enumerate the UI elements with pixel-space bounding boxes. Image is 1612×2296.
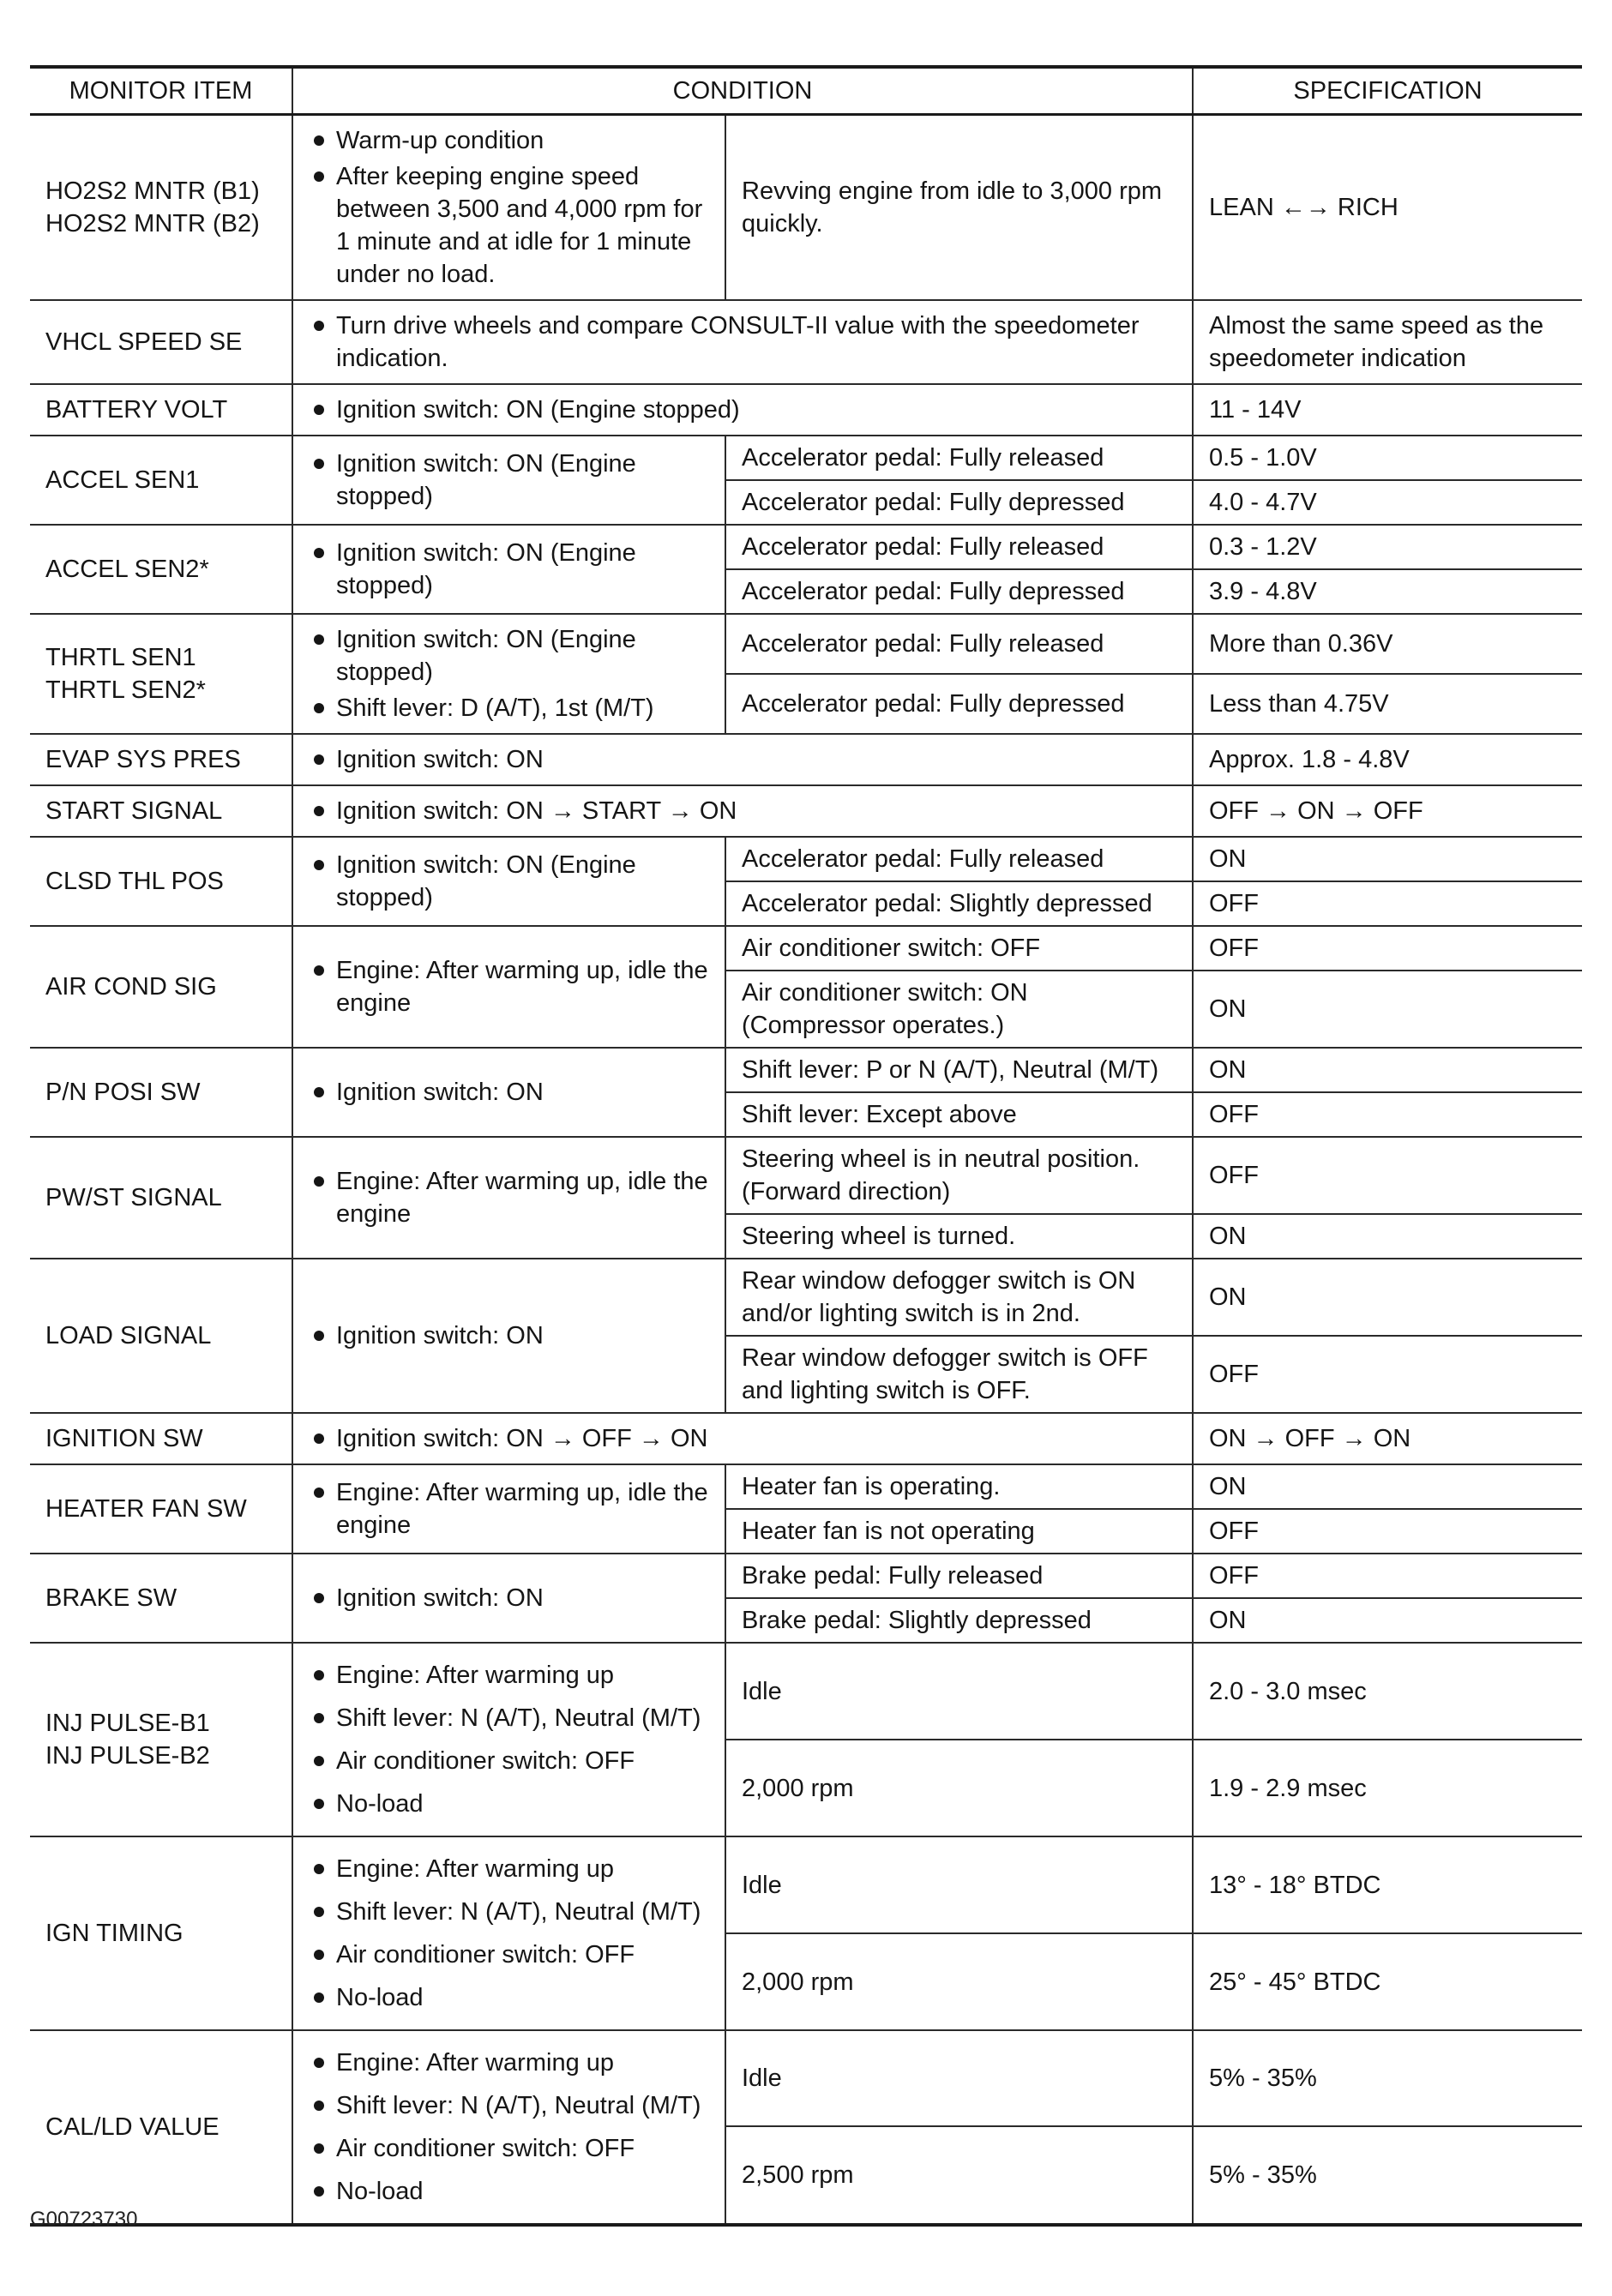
condition-bullet-item <box>309 1981 709 2014</box>
sub-condition-cell: Shift lever: Except above <box>725 1092 1193 1137</box>
bullet-icon <box>314 1950 324 1960</box>
condition-cell <box>292 525 725 614</box>
specification-cell: ON <box>1193 837 1582 881</box>
condition-cell <box>292 1259 725 1413</box>
monitor-item-cell <box>30 926 292 1048</box>
sub-condition-cell: Idle <box>725 2030 1193 2126</box>
table-row <box>30 1048 1582 1092</box>
condition-bullet-item <box>309 394 1176 426</box>
monitor-item-cell <box>30 837 292 926</box>
monitor-item-name: START SIGNAL <box>45 797 223 825</box>
sub-condition-cell: Brake pedal: Fully released <box>725 1554 1193 1598</box>
monitor-item-cell <box>30 1259 292 1413</box>
condition-text: Engine: After warming up, idle the engine <box>336 1479 708 1539</box>
condition-text: Ignition switch: ON (Engine stopped) <box>336 450 636 510</box>
monitor-item-name: BATTERY VOLT <box>45 396 228 424</box>
sub-condition-cell: Accelerator pedal: Fully depressed <box>725 480 1193 525</box>
monitor-item-name: THRTL SEN2* <box>45 676 206 704</box>
condition-text: After keeping engine speed between 3,500 and 4,000 rpm for 1 minute and at idle for 1 minute under no load. <box>336 163 703 288</box>
table-row <box>30 2030 1582 2126</box>
condition-cell <box>292 1554 725 1643</box>
sub-condition-cell: Accelerator pedal: Slightly depressed <box>725 881 1193 926</box>
condition-bullet-item <box>309 954 709 1019</box>
monitor-item-name: INJ PULSE-B2 <box>45 1742 210 1770</box>
sub-condition-cell: Rear window defogger switch is ON and/or lighting switch is in 2nd. <box>725 1259 1193 1336</box>
condition-bullet-item <box>309 448 709 513</box>
condition-bullet-item <box>309 1853 709 1885</box>
sub-condition-cell: 2,000 rpm <box>725 1933 1193 2030</box>
sub-condition-cell: 2,000 rpm <box>725 1740 1193 1836</box>
bullet-icon <box>314 1756 324 1766</box>
monitor-item-cell <box>30 436 292 525</box>
specification-cell: ON <box>1193 1259 1582 1336</box>
table-row <box>30 837 1582 881</box>
sub-condition-cell: Revving engine from idle to 3,000 rpm quickly. <box>725 115 1193 301</box>
condition-cell <box>292 614 725 734</box>
bullet-icon <box>314 405 324 415</box>
table-row <box>30 785 1582 837</box>
monitor-item-cell <box>30 115 292 301</box>
table-row <box>30 1643 1582 1740</box>
monitor-item-cell <box>30 785 292 837</box>
table-body <box>30 115 1582 2226</box>
sub-condition-cell: Accelerator pedal: Fully released <box>725 614 1193 674</box>
bullet-icon <box>314 171 324 182</box>
specification-cell: ON <box>1193 1048 1582 1092</box>
condition-text: Shift lever: N (A/T), Neutral (M/T) <box>336 1898 701 1926</box>
monitor-item-cell <box>30 525 292 614</box>
condition-text: Ignition switch: ON <box>336 1079 544 1106</box>
condition-bullet-item <box>309 1659 709 1692</box>
condition-cell <box>292 926 725 1048</box>
table-row <box>30 614 1582 674</box>
bullet-icon <box>314 754 324 765</box>
table-row <box>30 1554 1582 1598</box>
sub-condition-cell: Shift lever: P or N (A/T), Neutral (M/T) <box>725 1048 1193 1092</box>
condition-text: No-load <box>336 1984 424 2011</box>
condition-list <box>309 1853 709 2014</box>
specification-cell: OFF <box>1193 881 1582 926</box>
condition-text: Engine: After warming up, idle the engine <box>336 1168 708 1228</box>
bullet-icon <box>314 1087 324 1097</box>
monitor-item-name: THRTL SEN1 <box>45 644 196 671</box>
sub-condition-cell: Steering wheel is in neutral position. (Forward direction) <box>725 1137 1193 1214</box>
condition-bullet-item <box>309 1582 709 1614</box>
header-row <box>30 67 1582 115</box>
monitor-item-name: IGNITION SW <box>45 1425 203 1452</box>
condition-bullet-item <box>309 2132 709 2165</box>
bullet-icon <box>314 634 324 645</box>
condition-list <box>309 849 709 914</box>
condition-cell <box>292 300 1193 384</box>
condition-cell <box>292 1048 725 1137</box>
monitor-item-name: EVAP SYS PRES <box>45 746 241 773</box>
condition-bullet-item <box>309 1422 1176 1455</box>
bullet-icon <box>314 1488 324 1498</box>
monitor-item-cell <box>30 1464 292 1554</box>
bullet-icon <box>314 1670 324 1680</box>
condition-text: Air conditioner switch: OFF <box>336 1941 635 1968</box>
sub-condition-cell: Heater fan is not operating <box>725 1509 1193 1554</box>
table-row <box>30 1836 1582 1933</box>
sub-condition-cell: Air conditioner switch: ON (Compressor operates.) <box>725 971 1193 1048</box>
condition-list <box>309 1319 709 1352</box>
monitor-item-cell <box>30 1836 292 2030</box>
bullet-icon <box>314 965 324 976</box>
bullet-icon <box>314 135 324 146</box>
bullet-icon <box>314 703 324 713</box>
bullet-icon <box>314 1713 324 1723</box>
bullet-icon <box>314 1433 324 1444</box>
condition-text: No-load <box>336 2178 424 2205</box>
condition-cell <box>292 734 1193 785</box>
condition-bullet-item <box>309 1788 709 1820</box>
monitor-item-cell <box>30 1137 292 1259</box>
specification-cell: Approx. 1.8 - 4.8V <box>1193 734 1582 785</box>
condition-list <box>309 448 709 513</box>
sub-condition-cell: Idle <box>725 1836 1193 1933</box>
condition-text: Ignition switch: ON <box>336 1322 544 1349</box>
sub-condition-cell: Rear window defogger switch is OFF and lighting switch is OFF. <box>725 1336 1193 1413</box>
monitor-item-name: CLSD THL POS <box>45 868 224 895</box>
condition-cell <box>292 1137 725 1259</box>
specification-cell: 0.5 - 1.0V <box>1193 436 1582 480</box>
specification-cell: 25° - 45° BTDC <box>1193 1933 1582 2030</box>
condition-bullet-item <box>309 623 709 688</box>
specification-cell: OFF <box>1193 1554 1582 1598</box>
condition-bullet-item <box>309 795 1176 827</box>
monitor-item-name: IGN TIMING <box>45 1920 183 1947</box>
condition-list <box>309 1476 709 1542</box>
condition-bullet-item <box>309 1938 709 1971</box>
condition-bullet-item <box>309 2175 709 2208</box>
condition-cell <box>292 1413 1193 1464</box>
specification-cell: More than 0.36V <box>1193 614 1582 674</box>
sub-condition-cell: Air conditioner switch: OFF <box>725 926 1193 971</box>
condition-bullet-item <box>309 537 709 602</box>
specification-cell: 13° - 18° BTDC <box>1193 1836 1582 1933</box>
table-row <box>30 1137 1582 1214</box>
table-row <box>30 926 1582 971</box>
condition-text: Ignition switch: ON → OFF → ON <box>336 1425 708 1452</box>
condition-list <box>309 1422 1176 1455</box>
condition-list <box>309 1659 709 1820</box>
header-specification: SPECIFICATION <box>1193 67 1582 115</box>
specification-cell: 0.3 - 1.2V <box>1193 525 1582 569</box>
bullet-icon <box>314 548 324 558</box>
condition-list <box>309 124 709 291</box>
condition-list <box>309 394 1176 426</box>
table-row <box>30 300 1582 384</box>
condition-bullet-item <box>309 1896 709 1928</box>
condition-text: Ignition switch: ON (Engine stopped) <box>336 626 636 686</box>
specification-cell: ON <box>1193 1214 1582 1259</box>
monitor-spec-table <box>30 65 1582 2227</box>
condition-bullet-item <box>309 692 709 724</box>
condition-list <box>309 623 709 724</box>
condition-text: Air conditioner switch: OFF <box>336 2135 635 2162</box>
condition-cell <box>292 115 725 301</box>
specification-cell: OFF <box>1193 1137 1582 1214</box>
condition-text: Shift lever: D (A/T), 1st (M/T) <box>336 694 654 722</box>
condition-cell <box>292 785 1193 837</box>
condition-list <box>309 1165 709 1230</box>
condition-bullet-item <box>309 2047 709 2079</box>
table-row <box>30 525 1582 569</box>
condition-cell <box>292 2030 725 2225</box>
specification-cell: ON <box>1193 971 1582 1048</box>
specification-cell: ON → OFF → ON <box>1193 1413 1582 1464</box>
bullet-icon <box>314 1331 324 1341</box>
bullet-icon <box>314 459 324 469</box>
monitor-item-cell <box>30 1643 292 1836</box>
sub-condition-cell: Accelerator pedal: Fully released <box>725 837 1193 881</box>
monitor-item-name: HEATER FAN SW <box>45 1495 247 1523</box>
table-row <box>30 1464 1582 1509</box>
bullet-icon <box>314 1864 324 1874</box>
monitor-item-name: LOAD SIGNAL <box>45 1322 212 1349</box>
monitor-item-name: BRAKE SW <box>45 1584 177 1612</box>
condition-list <box>309 954 709 1019</box>
figure-id: G00723730 <box>30 2208 138 2231</box>
condition-text: Engine: After warming up, idle the engine <box>336 957 708 1017</box>
specification-cell: 4.0 - 4.7V <box>1193 480 1582 525</box>
specification-cell: LEAN ←→ RICH <box>1193 115 1582 301</box>
condition-bullet-item <box>309 743 1176 776</box>
condition-bullet-item <box>309 310 1176 375</box>
table-row <box>30 436 1582 480</box>
bullet-icon <box>314 1593 324 1603</box>
condition-bullet-item <box>309 160 709 291</box>
monitor-item-cell <box>30 384 292 436</box>
condition-cell <box>292 837 725 926</box>
specification-cell: OFF <box>1193 926 1582 971</box>
bullet-icon <box>314 2143 324 2154</box>
monitor-item-name: ACCEL SEN1 <box>45 466 200 494</box>
table-row <box>30 1413 1582 1464</box>
specification-cell: OFF → ON → OFF <box>1193 785 1582 837</box>
bullet-icon <box>314 1176 324 1187</box>
monitor-item-name: HO2S2 MNTR (B1) <box>45 177 260 205</box>
condition-cell <box>292 1464 725 1554</box>
condition-text: Ignition switch: ON (Engine stopped) <box>336 539 636 599</box>
condition-list <box>309 1076 709 1109</box>
bullet-icon <box>314 860 324 870</box>
condition-text: Ignition switch: ON <box>336 746 544 773</box>
condition-text: Ignition switch: ON → START → ON <box>336 797 737 825</box>
sub-condition-cell: Accelerator pedal: Fully depressed <box>725 569 1193 614</box>
condition-bullet-item <box>309 1076 709 1109</box>
sub-condition-cell: Steering wheel is turned. <box>725 1214 1193 1259</box>
bullet-icon <box>314 806 324 816</box>
condition-list <box>309 537 709 602</box>
condition-text: Engine: After warming up <box>336 2049 615 2077</box>
sub-condition-cell: Accelerator pedal: Fully released <box>725 525 1193 569</box>
bullet-icon <box>314 1992 324 2003</box>
monitor-item-cell <box>30 2030 292 2225</box>
monitor-item-cell <box>30 1048 292 1137</box>
specification-cell: 2.0 - 3.0 msec <box>1193 1643 1582 1740</box>
sub-condition-cell: Accelerator pedal: Fully released <box>725 436 1193 480</box>
specification-cell: Almost the same speed as the speedometer indication <box>1193 300 1582 384</box>
condition-cell <box>292 1836 725 2030</box>
condition-list <box>309 2047 709 2208</box>
monitor-item-name: PW/ST SIGNAL <box>45 1184 222 1211</box>
condition-text: Shift lever: N (A/T), Neutral (M/T) <box>336 1704 701 1732</box>
monitor-item-cell <box>30 614 292 734</box>
condition-bullet-item <box>309 1319 709 1352</box>
condition-bullet-item <box>309 1165 709 1230</box>
monitor-item-cell <box>30 1413 292 1464</box>
specification-cell: 5% - 35% <box>1193 2030 1582 2126</box>
monitor-item-name: AIR COND SIG <box>45 973 217 1001</box>
specification-cell: OFF <box>1193 1092 1582 1137</box>
table-row <box>30 384 1582 436</box>
condition-bullet-item <box>309 1702 709 1734</box>
monitor-item-name: P/N POSI SW <box>45 1079 201 1106</box>
specification-cell: 11 - 14V <box>1193 384 1582 436</box>
header-condition: CONDITION <box>292 67 1193 115</box>
monitor-item-name: HO2S2 MNTR (B2) <box>45 210 260 237</box>
header-monitor-item: MONITOR ITEM <box>30 67 292 115</box>
specification-cell: 5% - 35% <box>1193 2126 1582 2225</box>
sub-condition-cell: Heater fan is operating. <box>725 1464 1193 1509</box>
condition-list <box>309 1582 709 1614</box>
condition-list <box>309 310 1176 375</box>
specification-cell: 1.9 - 2.9 msec <box>1193 1740 1582 1836</box>
condition-list <box>309 743 1176 776</box>
bullet-icon <box>314 2101 324 2111</box>
table-row <box>30 734 1582 785</box>
condition-cell <box>292 1643 725 1836</box>
condition-bullet-item <box>309 124 709 157</box>
condition-text: Turn drive wheels and compare CONSULT-II value with the speedometer indication. <box>336 312 1140 372</box>
condition-bullet-item <box>309 1476 709 1542</box>
condition-cell <box>292 384 1193 436</box>
condition-text: Air conditioner switch: OFF <box>336 1747 635 1775</box>
condition-text: Engine: After warming up <box>336 1855 615 1883</box>
table-row <box>30 1259 1582 1336</box>
monitor-item-name: CAL/LD VALUE <box>45 2113 220 2141</box>
bullet-icon <box>314 2058 324 2068</box>
specification-cell: OFF <box>1193 1336 1582 1413</box>
condition-bullet-item <box>309 849 709 914</box>
condition-text: No-load <box>336 1790 424 1818</box>
monitor-item-name: ACCEL SEN2* <box>45 556 209 583</box>
condition-text: Engine: After warming up <box>336 1662 615 1689</box>
bullet-icon <box>314 1907 324 1917</box>
condition-text: Warm-up condition <box>336 127 544 154</box>
specification-cell: Less than 4.75V <box>1193 674 1582 734</box>
sub-condition-cell: 2,500 rpm <box>725 2126 1193 2225</box>
condition-text: Ignition switch: ON <box>336 1584 544 1612</box>
condition-text: Shift lever: N (A/T), Neutral (M/T) <box>336 2092 701 2119</box>
condition-text: Ignition switch: ON (Engine stopped) <box>336 851 636 911</box>
monitor-item-cell <box>30 300 292 384</box>
specification-cell: 3.9 - 4.8V <box>1193 569 1582 614</box>
condition-bullet-item <box>309 2089 709 2122</box>
condition-bullet-item <box>309 1745 709 1777</box>
condition-text: Ignition switch: ON (Engine stopped) <box>336 396 740 424</box>
table-row <box>30 115 1582 301</box>
specification-cell: ON <box>1193 1464 1582 1509</box>
bullet-icon <box>314 2186 324 2197</box>
bullet-icon <box>314 1799 324 1809</box>
bullet-icon <box>314 321 324 331</box>
monitor-item-name: VHCL SPEED SE <box>45 328 243 356</box>
specification-cell: ON <box>1193 1598 1582 1643</box>
monitor-item-cell <box>30 1554 292 1643</box>
sub-condition-cell: Idle <box>725 1643 1193 1740</box>
monitor-item-cell <box>30 734 292 785</box>
condition-list <box>309 795 1176 827</box>
specification-cell: OFF <box>1193 1509 1582 1554</box>
sub-condition-cell: Accelerator pedal: Fully depressed <box>725 674 1193 734</box>
sub-condition-cell: Brake pedal: Slightly depressed <box>725 1598 1193 1643</box>
condition-cell <box>292 436 725 525</box>
monitor-item-name: INJ PULSE-B1 <box>45 1710 210 1737</box>
